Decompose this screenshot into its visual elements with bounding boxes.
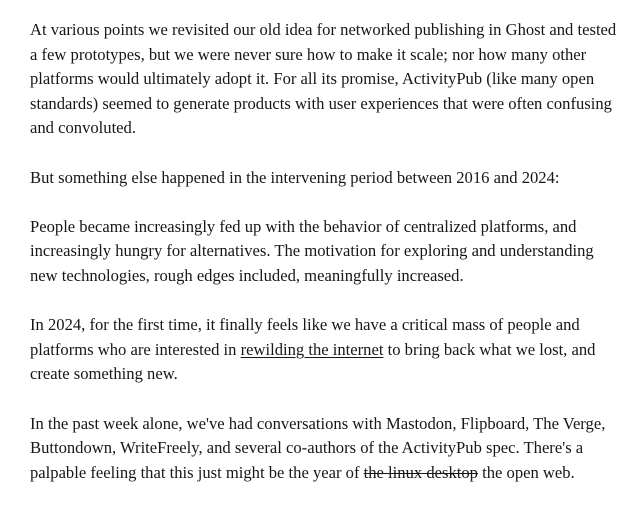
paragraph-text: But something else happened in the intervening period between 2016 and 2024: (30, 167, 560, 187)
paragraph-fed-up (30, 215, 618, 289)
paragraph-intervening-period (30, 166, 618, 191)
paragraph-text-before-link: In 2024, for the first time, it finally feels like we have a critical mass of people and platforms who are interested in (30, 315, 580, 359)
rewilding-the-internet-link[interactable]: rewilding the internet (240, 339, 384, 359)
paragraph-critical-mass (30, 313, 618, 387)
paragraph-text-before-strike: In the past week alone, we've had conversations with Mastodon, Flipboard, The Verge, Buttondown, WriteFreely, and several co-authors of the ActivityPub spec. There's a palpable feeling that this just might be the year of (30, 413, 606, 482)
paragraph-text-after-strike: the open web. (477, 462, 575, 482)
paragraph-text-after-link: to bring back what we lost, and create something new. (30, 339, 596, 384)
paragraph-past-week (30, 412, 618, 486)
paragraph-text: People became increasingly fed up with the behavior of centralized platforms, and increasingly hungry for alternatives. The motivation for exploring and understanding new technologies, rough edges included, meaningfully increased. (30, 216, 594, 285)
struck-through-text: the linux desktop (363, 462, 478, 482)
paragraph-prototypes (30, 18, 618, 141)
paragraph-text: At various points we revisited our old idea for networked publishing in Ghost and tested a few prototypes, but we were never sure how to make it scale; nor how many other platforms would ultimately adopt it. For all its promise, ActivityPub (like many open standards) seemed to generate products with user experiences that were often confusing and convoluted. (30, 20, 617, 138)
